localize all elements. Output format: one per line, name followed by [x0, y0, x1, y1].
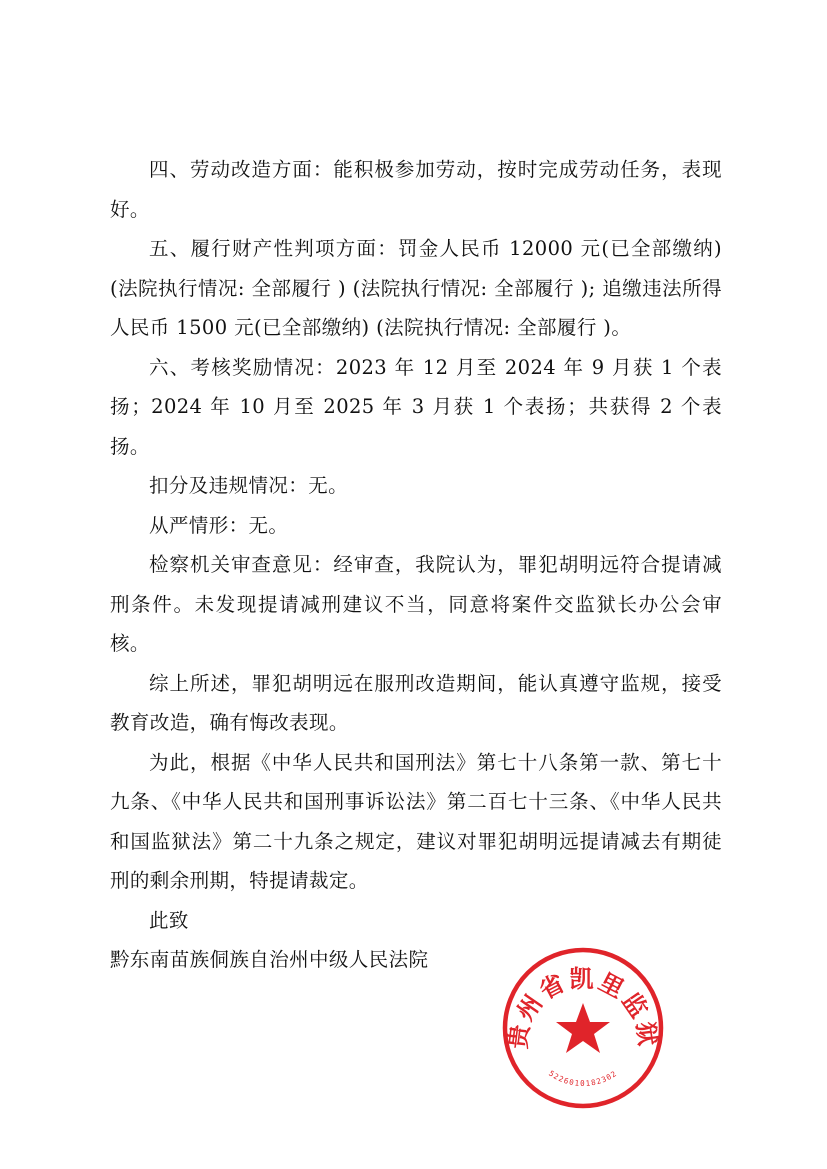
- paragraph-procuratorate: 检察机关审查意见：经审查，我院认为，罪犯胡明远符合提请减刑条件。未发现提请减刑建议不当，同意将案件交监狱长办公会审核。: [110, 553, 722, 655]
- paragraph-strict: 从严情形：无。: [149, 513, 289, 537]
- paragraph-legal-basis: 为此，根据《中华人民共和国刑法》第七十八条第一款、第七十九条、《中华人民共和国刑事诉讼法》第二百七十三条、《中华人民共和国监狱法》第二十九条之规定，建议对罪犯胡明远提请减去有期徒刑的剩余刑期，特提请裁定。: [110, 750, 722, 892]
- official-seal: [500, 945, 666, 1111]
- paragraph-rewards: 六、考核奖励情况：2023 年 12 月至 2024 年 9 月获 1 个表扬；2024 年 10 月至 2025 年 3 月获 1 个表扬；共获得 2 个表扬。: [110, 355, 722, 458]
- seal-name: 贵州省凯里监狱: [503, 965, 663, 1051]
- seal-code: 5226010182302: [547, 1068, 619, 1088]
- document-body: [110, 150, 722, 980]
- star-icon: [556, 1003, 610, 1053]
- paragraph-salutation: 此致: [149, 908, 189, 932]
- paragraph-labor: 四、劳动改造方面：能积极参加劳动，按时完成劳动任务，表现好。: [110, 158, 722, 221]
- paragraph-property: 五、履行财产性判项方面：罚金人民币 12000 元(已全部缴纳) (法院执行情况: 全部履行 ) (法院执行情况: 全部履行 ); 追缴违法所得人民币 1500 元(已全部缴纳) (法院执行情况: 全部履行 )。: [110, 237, 722, 339]
- paragraph-summary: 综上所述，罪犯胡明远在服刑改造期间，能认真遵守监规，接受教育改造，确有悔改表现。: [110, 671, 722, 734]
- addressee: 黔东南苗族侗族自治州中级人民法院: [110, 948, 429, 971]
- paragraph-deductions: 扣分及违规情况：无。: [149, 474, 349, 497]
